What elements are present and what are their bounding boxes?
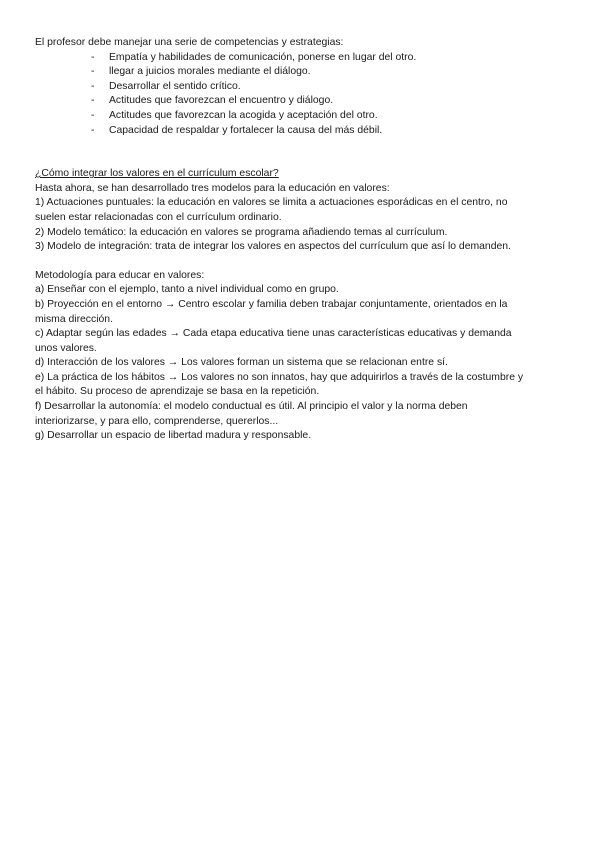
document-page bbox=[35, 36, 565, 444]
method-e-line-1: e) La práctica de los hábitos → Los valores no son innatos, hay que adquirirlos a través de la costumbre y bbox=[35, 371, 524, 383]
dash-bullet: - bbox=[91, 80, 95, 92]
method-f-line-1: f) Desarrollar la autonomía: el modelo conductual es útil. Al principio el valor y la norma deben bbox=[35, 401, 468, 413]
model-1-line-1: 1) Actuaciones puntuales: la educación en valores se limita a actuaciones esporádicas en el centro, no bbox=[35, 197, 508, 209]
method-c-line-2: unos valores. bbox=[35, 342, 97, 354]
methodology-title: Metodología para educar en valores: bbox=[35, 269, 205, 281]
models-intro: Hasta ahora, se han desarrollado tres modelos para la educación en valores: bbox=[35, 182, 390, 194]
method-e-line-2: el hábito. Su proceso de aprendizaje se basa en la repetición. bbox=[35, 386, 320, 398]
list-item: - Capacidad de respaldar y fortalecer la causa del más débil. bbox=[35, 124, 565, 139]
dash-bullet: - bbox=[91, 95, 95, 107]
method-a: a) Enseñar con el ejemplo, tanto a nivel individual como en grupo. bbox=[35, 284, 339, 296]
dash-bullet: - bbox=[91, 109, 95, 121]
method-b-line-1: b) Proyección en el entorno → Centro escolar y familia deben trabajar conjuntamente, orientados en la bbox=[35, 298, 508, 310]
dash-bullet: - bbox=[91, 51, 95, 63]
list-item: - Actitudes que favorezcan la acogida y aceptación del otro. bbox=[35, 109, 565, 124]
list-item: - Actitudes que favorezcan el encuentro y diálogo. bbox=[35, 94, 565, 109]
list-item: - Empatía y habilidades de comunicación, ponerse en lugar del otro. bbox=[35, 51, 565, 66]
model-1-line-2: suelen estar relacionadas con el currículum ordinario. bbox=[35, 211, 282, 223]
dash-bullet: - bbox=[91, 66, 95, 78]
dash-bullet: - bbox=[91, 124, 95, 136]
model-3: 3) Modelo de integración: trata de integrar los valores en aspectos del currículum que así lo demanden. bbox=[35, 241, 511, 253]
intro-paragraph: El profesor debe manejar una serie de competencias y estrategias: bbox=[35, 37, 344, 48]
method-d: d) Interacción de los valores → Los valores forman un sistema que se relacionan entre sí. bbox=[35, 357, 448, 369]
section-heading-curriculum: ¿Cómo integrar los valores en el currículum escolar? bbox=[35, 168, 279, 180]
method-b-line-2: misma dirección. bbox=[35, 313, 113, 325]
method-c-line-1: c) Adaptar según las edades → Cada etapa educativa tiene unas características educativas y demanda bbox=[35, 328, 512, 340]
list-item: - Desarrollar el sentido crítico. bbox=[35, 80, 565, 95]
list-item: - llegar a juicios morales mediante el diálogo. bbox=[35, 65, 565, 80]
method-f-line-2: interiorizarse, y para ello, comprenderse, quererlos... bbox=[35, 415, 279, 427]
method-g: g) Desarrollar un espacio de libertad madura y responsable. bbox=[35, 430, 312, 442]
model-2: 2) Modelo temático: la educación en valores se programa añadiendo temas al currículum. bbox=[35, 226, 448, 238]
competencias-list bbox=[35, 51, 565, 139]
